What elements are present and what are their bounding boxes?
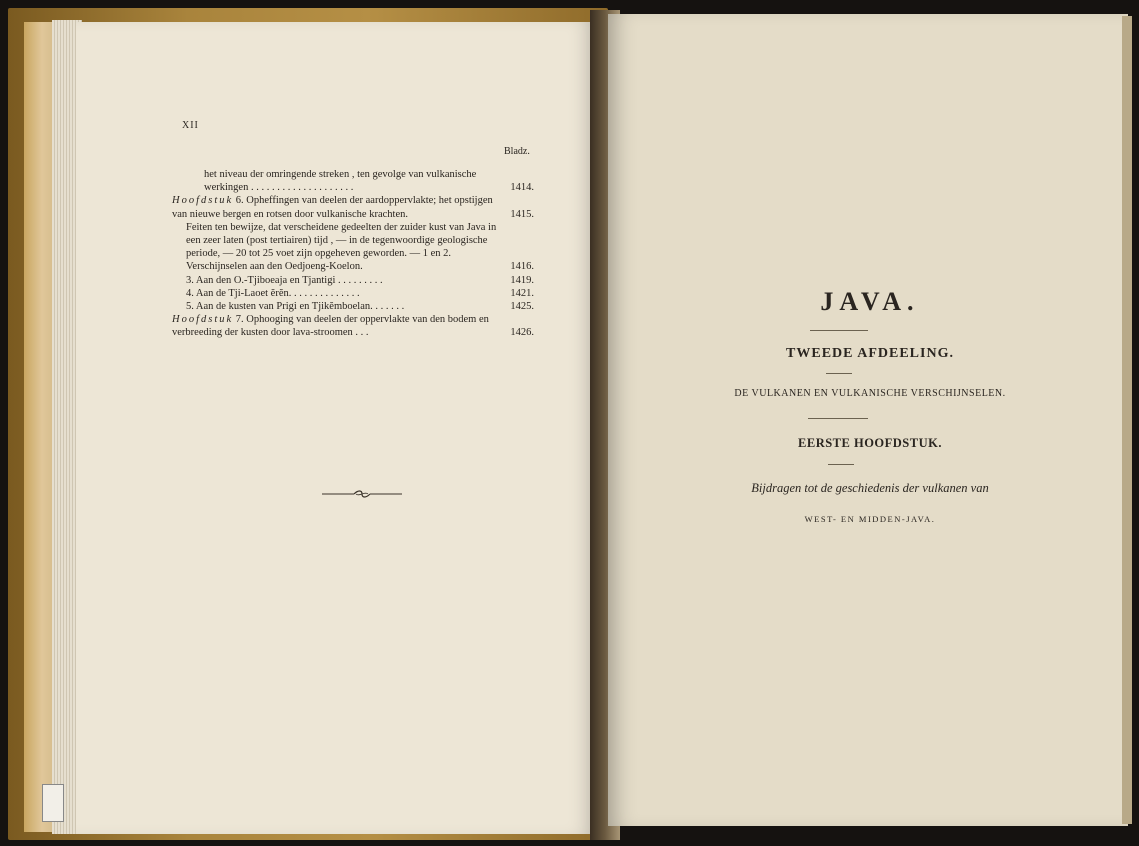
library-label (42, 784, 64, 822)
toc-entry: Hoofdstuk 7. Ophooging van deelen der oppervlakte van den bodem en verbreeding der kusten door lava-stroomen . . . 1426. (172, 314, 534, 339)
right-page-edge (1122, 16, 1132, 824)
toc-page-number: 1419. (510, 274, 534, 286)
chapter-title: Bijdragen tot de geschiedenis der vulkanen van (751, 481, 989, 495)
running-head: XII (182, 120, 199, 131)
toc-page-number: 1421. (510, 287, 534, 299)
chapter-heading: EERSTE HOOFDSTUK. (798, 436, 942, 450)
toc-page-number: 1414. (510, 182, 534, 194)
toc-page-number: 1426. (510, 327, 534, 339)
part-heading: TWEEDE AFDEELING. (786, 346, 954, 361)
ornament-divider (322, 488, 402, 500)
toc-entry: het niveau der omringende streken , ten gevolge van vulkanische werkingen . . . . . . . . . . . . . . . . . . . . 1414. (204, 169, 534, 194)
toc-entry: 5. Aan de kusten van Prigi en Tjikĕmboelan. . . . . . . 1425. (186, 301, 534, 313)
book-title: JAVA. (820, 287, 920, 316)
toc-entry: Feiten ten bewijze, dat verscheidene gedeelten der zuider kust van Java in een zeer laten (post tertiairen) tijd , — in de tegenwoordige geologische periode, — 20 tot 25 voet zijn opgeheven geworden. — 1 en 2. Verschijnselen aan den Oedjoeng-Koelon. 1416. (186, 221, 534, 273)
chapter-region: WEST- EN MIDDEN-JAVA. (804, 514, 936, 524)
toc-lead: Hoofdstuk (172, 314, 234, 326)
table-of-contents (172, 168, 534, 340)
divider-rule (828, 464, 854, 465)
page-column-header: Bladz. (504, 146, 530, 157)
divider-rule (810, 330, 868, 331)
toc-page-number: 1416. (510, 261, 534, 273)
toc-page-number: 1425. (510, 301, 534, 313)
part-subtitle: DE VULKANEN EN VULKANISCHE VERSCHIJNSELEN. (734, 388, 1006, 399)
cover-edge (24, 22, 54, 832)
toc-entry: Hoofdstuk 6. Opheffingen van deelen der aardoppervlakte; het opstijgen van nieuwe bergen en rotsen door vulkanische krachten. 1415. (172, 195, 534, 220)
right-page (608, 14, 1128, 826)
toc-page-number: 1415. (510, 208, 534, 220)
left-page (76, 22, 596, 834)
divider-rule (808, 418, 868, 419)
divider-rule (826, 373, 852, 374)
toc-entry: 3. Aan den O.-Tjiboeaja en Tjantigi . . . . . . . . . 1419. (186, 274, 534, 286)
toc-entry: 4. Aan de Tji-Laoet ĕrĕn. . . . . . . . . . . . . . 1421. (186, 287, 534, 299)
toc-lead: Hoofdstuk (172, 195, 234, 207)
